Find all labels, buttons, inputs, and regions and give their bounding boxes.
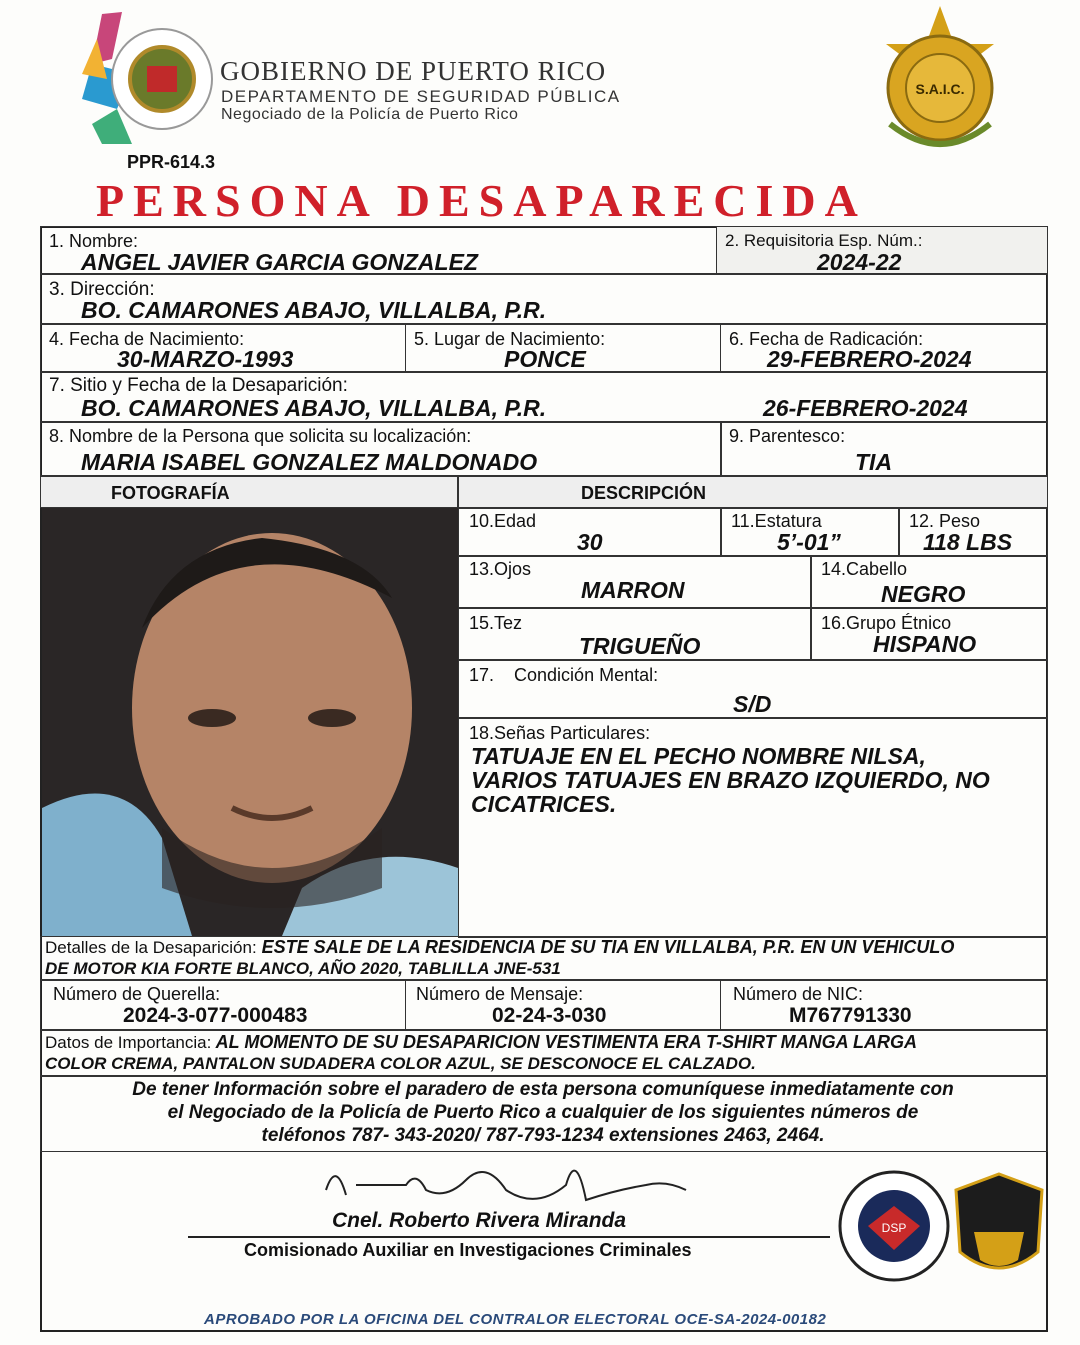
nombre-value: ANGEL JAVIER GARCIA GONZALEZ: [81, 249, 478, 275]
estatura-value: 5’-01”: [777, 529, 841, 555]
tez-value: TRIGUEÑO: [579, 633, 701, 659]
field-detalles: [40, 936, 1048, 980]
gov-title: GOBIERNO DE PUERTO RICO: [220, 56, 607, 86]
fecha-desaparicion-value: 26-FEBRERO-2024: [763, 395, 968, 421]
svg-text:S.A.I.C.: S.A.I.C.: [915, 81, 965, 97]
field-grupo-etnico: 16.Grupo Étnico HISPANO: [810, 608, 1048, 660]
senas-line-1: TATUAJE EN EL PECHO NOMBRE NILSA,: [471, 743, 926, 769]
cabello-value: NEGRO: [881, 581, 966, 607]
field-direccion: 3. Dirección: BO. CAMARONES ABAJO, VILLALBA, P.R.: [40, 274, 1048, 324]
field-peso: 12. Peso 118 LBS: [898, 508, 1048, 556]
querella-value: 2024-3-077-000483: [123, 1004, 308, 1027]
field-lugar-nacimiento: 5. Lugar de Nacimiento: PONCE: [405, 324, 721, 372]
police-badge-icon: [954, 1172, 1044, 1284]
signer-title: Comisionado Auxiliar en Investigaciones Criminales: [244, 1240, 692, 1260]
missing-person-photo: [42, 508, 458, 936]
page-title: PERSONA DESAPARECIDA: [96, 175, 867, 226]
senas-line-3: CICATRICES.: [471, 791, 617, 817]
detalles-line-2: DE MOTOR KIA FORTE BLANCO, AÑO 2020, TABLILLA JNE-531: [45, 959, 561, 978]
signer-name: Cnel. Roberto Rivera Miranda: [332, 1209, 627, 1232]
contact-line-3: teléfonos 787- 343-2020/ 787-793-1234 extensiones 2463, 2464.: [261, 1125, 825, 1146]
detalles-line-1: ESTE SALE DE LA RESIDENCIA DE SU TIA EN VILLALBA, P.R. EN UN VEHICULO: [256, 937, 955, 957]
field-querella: Número de Querella: 2024-3-077-000483: [40, 980, 406, 1030]
field-parentesco: 9. Parentesco: TIA: [720, 422, 1048, 476]
bureau-title: Negociado de la Policía de Puerto Rico: [221, 106, 519, 123]
svg-text:DSP: DSP: [881, 1221, 907, 1235]
field-senas: 18.Señas Particulares: TATUAJE EN EL PECHO NOMBRE NILSA, VARIOS TATUAJES EN BRAZO IZQUIERDO, NO CICATRICES.: [458, 718, 1048, 938]
contact-notice: [40, 1076, 1048, 1152]
field-nombre: 1. Nombre: ANGEL JAVIER GARCIA GONZALEZ: [40, 226, 718, 274]
field-solicitante: 8. Nombre de la Persona que solicita su localización: MARIA ISABEL GONZALEZ MALDONADO: [40, 422, 722, 476]
desc-header: DESCRIPCIÓN: [458, 476, 1048, 508]
field-fecha-nacimiento: 4. Fecha de Nacimiento: 30-MARZO-1993: [40, 324, 406, 372]
edad-value: 30: [577, 529, 603, 555]
fecha-nacimiento-value: 30-MARZO-1993: [117, 346, 294, 372]
peso-value: 118 LBS: [923, 529, 1013, 555]
datos-line-2: COLOR CREMA, PANTALON SUDADERA COLOR AZUL, SE DESCONOCE EL CALZADO.: [45, 1054, 756, 1073]
dsp-seal-icon: [838, 1170, 950, 1282]
parentesco-value: TIA: [855, 449, 893, 475]
field-nic: Número de NIC: M767791330: [720, 980, 1048, 1030]
field-sitio-fecha: 7. Sitio y Fecha de la Desaparición: BO. CAMARONES ABAJO, VILLALBA, P.R. 26-FEBRERO-2024: [40, 372, 1048, 422]
ojos-value: MARRON: [581, 577, 685, 603]
senas-line-2: VARIOS TATUAJES EN BRAZO IZQUIERDO, NO: [471, 767, 990, 793]
fecha-radicacion-value: 29-FEBRERO-2024: [767, 346, 972, 372]
field-fecha-radicacion: 6. Fecha de Radicación: 29-FEBRERO-2024: [720, 324, 1048, 372]
field-mensaje: Número de Mensaje: 02-24-3-030: [405, 980, 721, 1030]
detalles-label: Detalles de la Desaparición:: [45, 938, 257, 957]
person-photo-icon: [42, 508, 458, 936]
field-datos-importancia: [40, 1030, 1048, 1076]
form-code: PPR-614.3: [127, 152, 216, 172]
saic-badge-icon: [870, 4, 1010, 164]
field-edad: 10.Edad 30: [458, 508, 722, 556]
contact-line-1: De tener Información sobre el paradero de esta persona comuníquese inmediatamente con: [132, 1079, 954, 1100]
grupo-etnico-value: HISPANO: [873, 631, 977, 657]
sitio-value: BO. CAMARONES ABAJO, VILLALBA, P.R.: [81, 395, 547, 421]
footer-approval: APROBADO POR LA OFICINA DEL CONTRALOR ELECTORAL OCE-SA-2024-00182: [204, 1311, 827, 1328]
datos-line-1: AL MOMENTO DE SU DESAPARICION VESTIMENTA ERA T-SHIRT MANGA LARGA: [211, 1032, 918, 1052]
nic-value: M767791330: [789, 1004, 912, 1027]
field-estatura: 11.Estatura 5’-01”: [720, 508, 900, 556]
solicitante-value: MARIA ISABEL GONZALEZ MALDONADO: [81, 449, 538, 475]
condicion-mental-value: S/D: [733, 691, 772, 717]
government-logo: [62, 4, 222, 154]
field-ojos: 13.Ojos MARRON: [458, 556, 812, 608]
dept-title: DEPARTAMENTO DE SEGURIDAD PÚBLICA: [221, 87, 621, 106]
field-requisitoria: 2. Requisitoria Esp. Núm.: 2024-22: [716, 226, 1048, 274]
requisitoria-value: 2024-22: [817, 249, 902, 275]
foto-header: FOTOGRAFÍA: [40, 476, 458, 508]
field-cabello: 14.Cabello NEGRO: [810, 556, 1048, 608]
datos-label: Datos de Importancia:: [45, 1033, 212, 1052]
field-tez: 15.Tez TRIGUEÑO: [458, 608, 812, 660]
direccion-value: BO. CAMARONES ABAJO, VILLALBA, P.R.: [81, 297, 547, 323]
contact-line-2: el Negociado de la Policía de Puerto Rico a cualquier de los siguientes números de: [167, 1102, 919, 1123]
signature-line: [188, 1236, 830, 1238]
mensaje-value: 02-24-3-030: [492, 1004, 607, 1027]
lugar-nacimiento-value: PONCE: [504, 346, 586, 372]
field-condicion-mental: 17. Condición Mental: S/D: [458, 660, 1048, 718]
